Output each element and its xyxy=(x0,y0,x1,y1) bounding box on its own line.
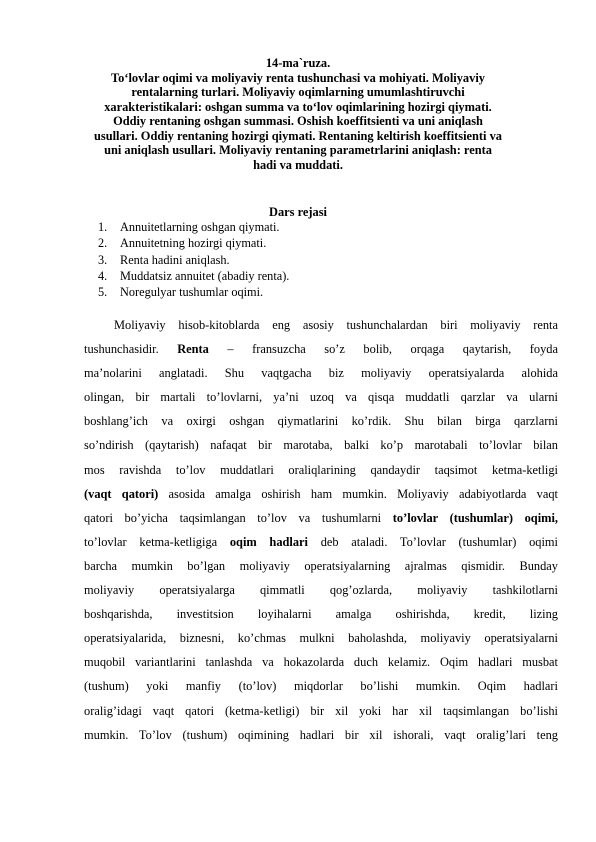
paragraph-line xyxy=(84,433,558,457)
text-run: barcha mumkin bo’lgan moliyaviy operatsiyalarning ajralmas qismidir. Bunday xyxy=(84,558,558,573)
title-line: uni aniqlash usullari. Moliyaviy rentaning parametrlarini aniqlash: renta xyxy=(104,143,492,157)
paragraph-line xyxy=(84,699,558,723)
paragraph-line xyxy=(84,361,558,385)
plan-item-text: Annuitetlarning oshgan qiymati. xyxy=(120,220,280,234)
paragraph-line xyxy=(84,385,558,409)
bold-term: to’lovlar (tushumlar) oqimi, xyxy=(392,510,558,525)
text-run: – fransuzcha so’z bolib, orqaga qaytarish, foyda xyxy=(208,342,558,357)
paragraph-line xyxy=(84,554,558,578)
text-run: asosida amalga oshirish ham mumkin. Moliyaviy adabiyotlarda vaqt xyxy=(158,486,558,501)
text-run: deb ataladi. To’lovlar (tushumlar) oqimi xyxy=(307,534,558,549)
text-run: oralig’idagi vaqt qatori (ketma-ketligi) bir xil yoki har xil taqsimlangan bo’lishi xyxy=(84,703,558,718)
bold-term: (vaqt qatori) xyxy=(84,486,159,501)
text-run: operatsiyalarida, biznesni, ko’chmas mulkni baholashda, moliyaviy operatsiyalarni xyxy=(84,631,558,646)
paragraph-line xyxy=(84,626,558,650)
paragraph-line xyxy=(84,482,558,506)
paragraph-line xyxy=(84,602,558,626)
text-run: tushunchasidir. xyxy=(84,342,178,357)
text-run: boshlang’ich va oxirgi oshgan qiymatlarini ko’rdik. Shu bilan birga qarzlarni xyxy=(84,414,558,429)
text-run: mos ravishda to’lov muddatlari oraliqlarining qandaydir taqsimot ketma-ketligi xyxy=(84,462,558,477)
paragraph-line xyxy=(84,723,558,747)
plan-item xyxy=(98,235,289,251)
text-run: mumkin. To’lov (tushum) oqimining hadlari bir xil ishorali, vaqt oralig’lari teng xyxy=(84,727,558,742)
plan-item xyxy=(98,252,289,268)
title-line: Oddiy rentaning oshgan summasi. Oshish koeffitsienti va uni aniqlash xyxy=(113,114,483,128)
paragraph-line xyxy=(84,409,558,433)
plan-item-number: 4. xyxy=(98,268,108,283)
title-line: usullari. Oddiy rentaning hozirgi qiymati. Rentaning keltirish koeffitsienti va xyxy=(93,128,502,143)
plan-item xyxy=(98,219,289,235)
paragraph-line xyxy=(84,578,558,602)
title-line: hadi va muddati. xyxy=(253,157,343,172)
text-run: (tushum) yoki manfiy (to’lov) miqdorlar bo’lishi mumkin. Oqim hadlari xyxy=(84,679,558,694)
text-run: olingan, bir martali to’lovlarni, ya’ni uzoq va qisqa muddatli qarzlar va ularni xyxy=(84,390,558,405)
text-run: moliyaviy operatsiyalarga qimmatli qog’ozlarda, moliyaviy tashkilotlarni xyxy=(84,583,558,598)
body-paragraph xyxy=(84,313,558,747)
text-run: boshqarishda, investitsion loyihalarni amalga oshirishda, kredit, lizing xyxy=(84,607,558,622)
text-run: qatori bo’yicha taqsimlangan to’lov va tushumlarni xyxy=(84,510,393,525)
title-line: To‘lovlar oqimi va moliyaviy renta tushunchasi va mohiyati. Moliyaviy xyxy=(111,70,485,85)
paragraph-line xyxy=(84,650,558,674)
plan-item-text: Muddatsiz annuitet (abadiy renta). xyxy=(120,268,290,283)
paragraph-line xyxy=(84,313,558,337)
title-line: 14-ma`ruza. xyxy=(265,56,331,70)
text-run: muqobil variantlarini tanlashda va hokazolarda duch kelamiz. Oqim hadlari musbat xyxy=(84,655,558,670)
title-line: rentalarning turlari. Moliyaviy oqimlarning umumlashtiruvchi xyxy=(131,85,465,99)
plan-item xyxy=(98,284,289,300)
text-run: so’ndirish (qaytarish) nafaqat bir marotaba, balki ko’p marotabali to’lovlar bilan xyxy=(84,438,558,453)
lecture-title xyxy=(60,56,536,172)
title-line: xarakteristikalari: oshgan summa va to‘lov oqimlarining hozirgi qiymati. xyxy=(104,99,492,114)
text-run: ma’nolarini anglatadi. Shu vaqtgacha biz moliyaviy operatsiyalarda alohida xyxy=(84,366,558,381)
plan-item-text: Noregulyar tushumlar oqimi. xyxy=(120,285,264,300)
plan-item-text: Annuitetning hozirgi qiymati. xyxy=(120,236,267,251)
text-run: Moliyaviy hisob-kitoblarda eng asosiy tushunchalardan biri moliyaviy renta xyxy=(114,318,558,332)
plan-item-number: 3. xyxy=(98,252,108,267)
bold-term: oqim hadlari xyxy=(229,534,308,549)
plan-item xyxy=(98,268,289,284)
plan-list xyxy=(98,219,289,300)
plan-item-number: 2. xyxy=(98,236,108,251)
plan-item-text: Renta hadini aniqlash. xyxy=(120,252,230,267)
bold-term: Renta xyxy=(177,342,209,357)
plan-item-number: 1. xyxy=(98,220,108,234)
paragraph-line xyxy=(84,506,558,530)
plan-item-number: 5. xyxy=(98,285,108,300)
paragraph-line xyxy=(84,674,558,698)
paragraph-line xyxy=(84,337,558,361)
paragraph-line xyxy=(84,458,558,482)
paragraph-line xyxy=(84,530,558,554)
text-run: to’lovlar ketma-ketligiga xyxy=(84,534,230,549)
plan-heading: Dars rejasi xyxy=(269,205,327,219)
